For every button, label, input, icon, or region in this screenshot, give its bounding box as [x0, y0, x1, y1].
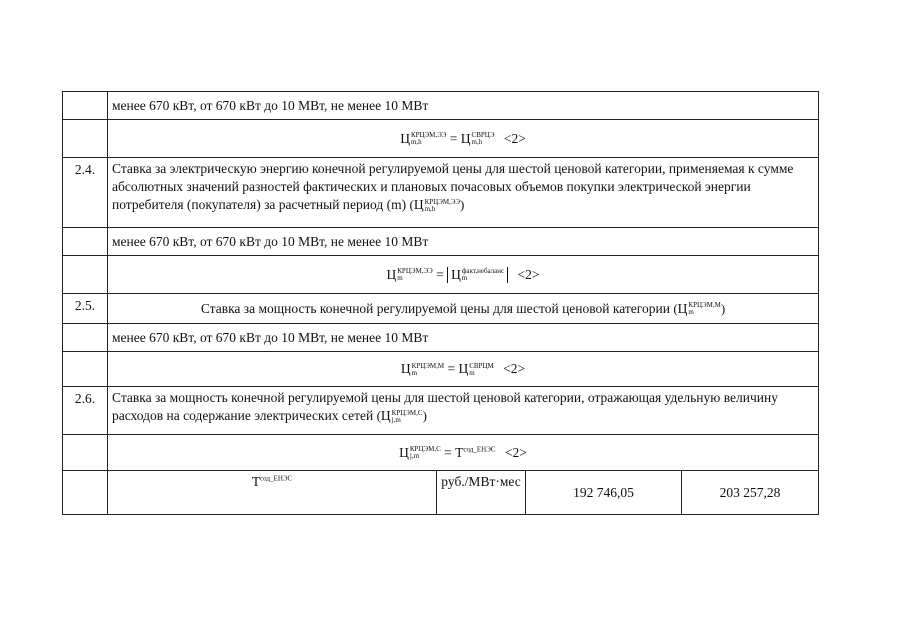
- subscript: m,h: [471, 138, 483, 147]
- row-number-cell: [63, 256, 108, 294]
- indicator-cell: [108, 471, 437, 515]
- superscript: КРЦЭМ,М: [411, 361, 445, 370]
- formula-symbol: Ц: [413, 197, 424, 212]
- formula-symbol: Ц: [386, 266, 397, 282]
- subscript: m,h: [424, 204, 436, 213]
- table-row: [63, 352, 819, 387]
- footnote-ref: <2>: [503, 361, 526, 376]
- power-ranges-text: менее 670 кВт, от 670 кВт до 10 МВт, не менее 10 МВт: [108, 228, 819, 256]
- equals-sign: =: [436, 266, 444, 282]
- table-row: [63, 120, 819, 158]
- footnote-ref: <2>: [503, 130, 526, 146]
- row-number-cell: [63, 228, 108, 256]
- superscript: сод_ЕНЭС: [260, 474, 293, 483]
- value-cell: 192 746,05: [526, 471, 682, 515]
- superscript: СВРЦМ: [469, 361, 494, 370]
- table-row: [63, 256, 819, 294]
- row-number: 2.5.: [63, 294, 108, 324]
- table-row: [63, 92, 819, 120]
- row-number-cell: [63, 352, 108, 387]
- subscript: m: [397, 274, 403, 283]
- superscript: КРЦЭМ,ЭЭ: [424, 197, 461, 206]
- table-row: [63, 387, 819, 435]
- formula-symbol: Т: [455, 444, 464, 460]
- row-number: 2.6.: [63, 387, 108, 435]
- formula-symbol: Ц: [400, 361, 411, 376]
- formula-row: [108, 352, 819, 387]
- formula-row: [108, 120, 819, 158]
- footnote-ref: <2>: [504, 444, 527, 460]
- formula-symbol: Ц: [400, 130, 410, 146]
- row-number-cell: [63, 120, 108, 158]
- table-row: [63, 324, 819, 352]
- power-ranges-text: менее 670 кВт, от 670 кВт до 10 МВт, не менее 10 МВт: [108, 324, 819, 352]
- formula-symbol: Ц: [380, 408, 391, 423]
- power-ranges-text: менее 670 кВт, от 670 кВт до 10 МВт, не менее 10 МВт: [108, 92, 819, 120]
- superscript: КРЦЭМ,М: [688, 301, 721, 310]
- formula-symbol: Ц: [460, 130, 471, 146]
- subscript: j,m: [391, 415, 401, 424]
- formula-symbol: Ц: [458, 361, 469, 376]
- table-row: [63, 294, 819, 324]
- row-description: Ставка за электрическую энергию конечной регулируемой цены для шестой ценовой категории, применяемая к сумме абсолютных значений разностей фактических и плановых почасовых объемов покупки электрической энергии потребителя (покупателя) за расчетный период (m) (Ц КРЦЭМ,ЭЭ m,h ): [108, 158, 819, 228]
- subscript: j,m: [409, 452, 420, 461]
- superscript: факт,небаланс: [461, 267, 505, 276]
- formula-symbol: Т: [251, 474, 261, 489]
- row-number-cell: [63, 324, 108, 352]
- description-text: Ставка за электрическую энергию конечной регулируемой цены для шестой ценовой категории, применяемая к сумме абсолютных значений разностей фактических и плановых почасовых объемов покупки электрической энергии потребителя (покупателя) за расчетный период (m): [112, 161, 794, 212]
- superscript: СВРЦЭ: [471, 131, 495, 140]
- row-number: 2.4.: [63, 158, 108, 228]
- footnote-ref: <2>: [517, 266, 540, 282]
- superscript: КРЦЭМ,ЭЭ: [410, 131, 447, 140]
- subscript: m: [469, 368, 475, 377]
- absolute-value: [447, 267, 508, 283]
- row-number-cell: [63, 471, 108, 515]
- formula-symbol: Ц: [677, 300, 688, 316]
- superscript: КРЦЭМ,С: [409, 445, 441, 454]
- table-row: [63, 158, 819, 228]
- formula-row: [108, 256, 819, 294]
- row-description: Ставка за мощность конечной регулируемой цены для шестой ценовой категории, отражающая удельную величину расходов на содержание электрических сетей (Ц КРЦЭМ,С j,m ): [108, 387, 819, 435]
- superscript: КРЦЭМ,С: [391, 408, 423, 417]
- tariff-table-fragment: [62, 91, 818, 515]
- row-number-cell: [63, 435, 108, 471]
- unit-cell: руб./МВт·мес: [437, 471, 526, 515]
- row-number-cell: [63, 92, 108, 120]
- equals-sign: =: [447, 361, 456, 376]
- subscript: m: [688, 308, 694, 317]
- superscript: КРЦЭМ,ЭЭ: [397, 267, 433, 276]
- tariff-table: [62, 91, 819, 515]
- table-row: [63, 471, 819, 515]
- table-row: [63, 435, 819, 471]
- subscript: m,h: [410, 138, 422, 147]
- description-text: Ставка за мощность конечной регулируемой цены для шестой ценовой категории: [200, 300, 670, 316]
- formula-symbol: Ц: [451, 266, 461, 282]
- subscript: m: [411, 368, 418, 377]
- table-row: [63, 228, 819, 256]
- subscript: m: [461, 274, 468, 283]
- superscript: сод_ЕНЭС: [463, 445, 496, 453]
- formula-symbol: Ц: [399, 444, 409, 460]
- equals-sign: =: [449, 130, 458, 146]
- description-text: Ставка за мощность конечной регулируемой цены для шестой ценовой категории, отражающая удельную величину расходов на содержание электрических сетей: [112, 390, 778, 423]
- row-description: Ставка за мощность конечной регулируемой цены для шестой ценовой категории (Ц КРЦЭМ,М m ): [108, 294, 819, 324]
- formula-row: [108, 435, 819, 471]
- equals-sign: =: [444, 444, 452, 460]
- value-cell: 203 257,28: [682, 471, 819, 515]
